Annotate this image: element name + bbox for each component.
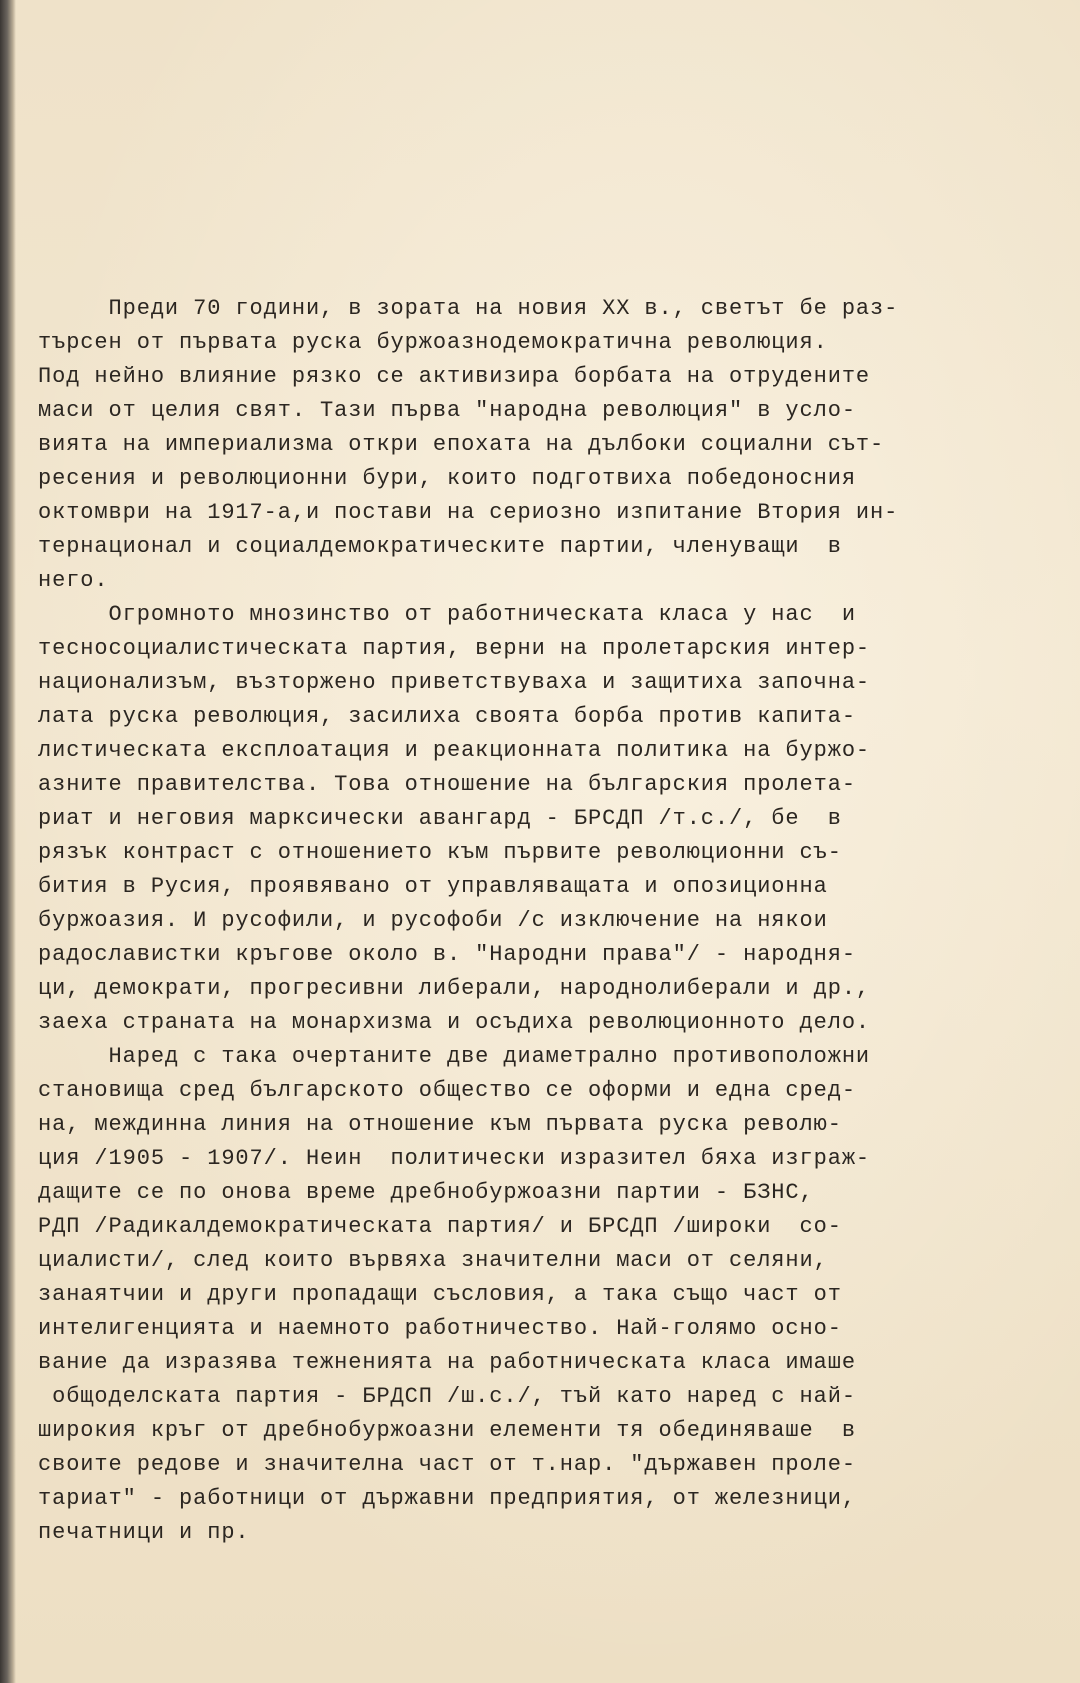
text-line: печатници и пр. (38, 1520, 250, 1545)
text-line: радославистки кръгове около в. "Народни права"/ - народня- (38, 942, 856, 967)
text-line: тернационал и социалдемократическите партии, членуващи в (38, 534, 842, 559)
paragraph (38, 1040, 978, 1550)
text-line: октомври на 1917-а,и постави на сериозно изпитание Втория ин- (38, 500, 899, 525)
text-line: риат и неговия марксически авангард - БРСДП /т.с./, бе в (38, 806, 842, 831)
text-line: азните правителства. Това отношение на българския пролета- (38, 772, 856, 797)
paragraph (38, 598, 978, 1040)
paragraph (38, 292, 978, 598)
text-line: бития в Русия, проявявано от управляващата и опозиционна (38, 874, 828, 899)
text-line: на, междинна линия на отношение към първата руска револю- (38, 1112, 842, 1137)
text-line: вията на империализма откри епохата на дълбоки социални сът- (38, 432, 885, 457)
text-line: занаятчии и други пропадащи съсловия, а така също част от (38, 1282, 842, 1307)
text-line: ресения и революционни бури, които подготвиха победоносния (38, 466, 856, 491)
text-line: становища сред българското общество се оформи и една сред- (38, 1078, 856, 1103)
text-line: лата руска революция, засилиха своята борба против капита- (38, 704, 856, 729)
text-line: ци, демократи, прогресивни либерали, народнолиберали и др., (38, 976, 871, 1001)
text-line: тесносоциалистическата партия, верни на пролетарския интер- (38, 636, 871, 661)
text-line: РДП /Радикалдемократическата партия/ и БРСДП /широки со- (38, 1214, 842, 1239)
text-line: заеха страната на монархизма и осъдиха революционното дело. (38, 1010, 871, 1035)
text-line: своите редове и значителна част от т.нар. "държавен проле- (38, 1452, 856, 1477)
text-line: Наред с така очертаните две диаметрално противоположни (38, 1044, 871, 1069)
text-line: рязък контраст с отношението към първите революционни съ- (38, 840, 842, 865)
text-line: Под нейно влияние рязко се активизира борбата на отрудените (38, 364, 871, 389)
text-line: широкия кръг от дребнобуржоазни елементи тя обединяваше в (38, 1418, 856, 1443)
text-line: тариат" - работници от държавни предприятия, от железници, (38, 1486, 856, 1511)
text-line: дащите се по онова време дребнобуржоазни партии - БЗНС, (38, 1180, 814, 1205)
text-line: ция /1905 - 1907/. Неин политически изразител бяха изграж- (38, 1146, 871, 1171)
binding-edge (0, 0, 16, 1683)
text-line: интелигенцията и наемното работничество. Най-голямо осно- (38, 1316, 842, 1341)
text-line: Огромното мнозинство от работническата класа у нас и (38, 602, 856, 627)
text-line: маси от целия свят. Тази първа "народна революция" в усло- (38, 398, 856, 423)
text-line: вание да изразява тежненията на работническата класа имаше (38, 1350, 856, 1375)
body-text (38, 292, 978, 1550)
text-line: циалисти/, след които вървяха значителни маси от селяни, (38, 1248, 828, 1273)
text-line: общоделската партия - БРДСП /ш.с./, тъй като наред с най- (38, 1384, 856, 1409)
text-line: буржоазия. И русофили, и русофоби /с изключение на някои (38, 908, 828, 933)
text-line: търсен от първата руска буржоазнодемократична революция. (38, 330, 828, 355)
text-line: листическата експлоатация и реакционната политика на буржо- (38, 738, 871, 763)
text-line: него. (38, 568, 109, 593)
text-line: Преди 70 години, в зората на новия XX в., светът бе раз- (38, 296, 899, 321)
text-line: национализъм, възторжено приветствуваха и защитиха започна- (38, 670, 871, 695)
